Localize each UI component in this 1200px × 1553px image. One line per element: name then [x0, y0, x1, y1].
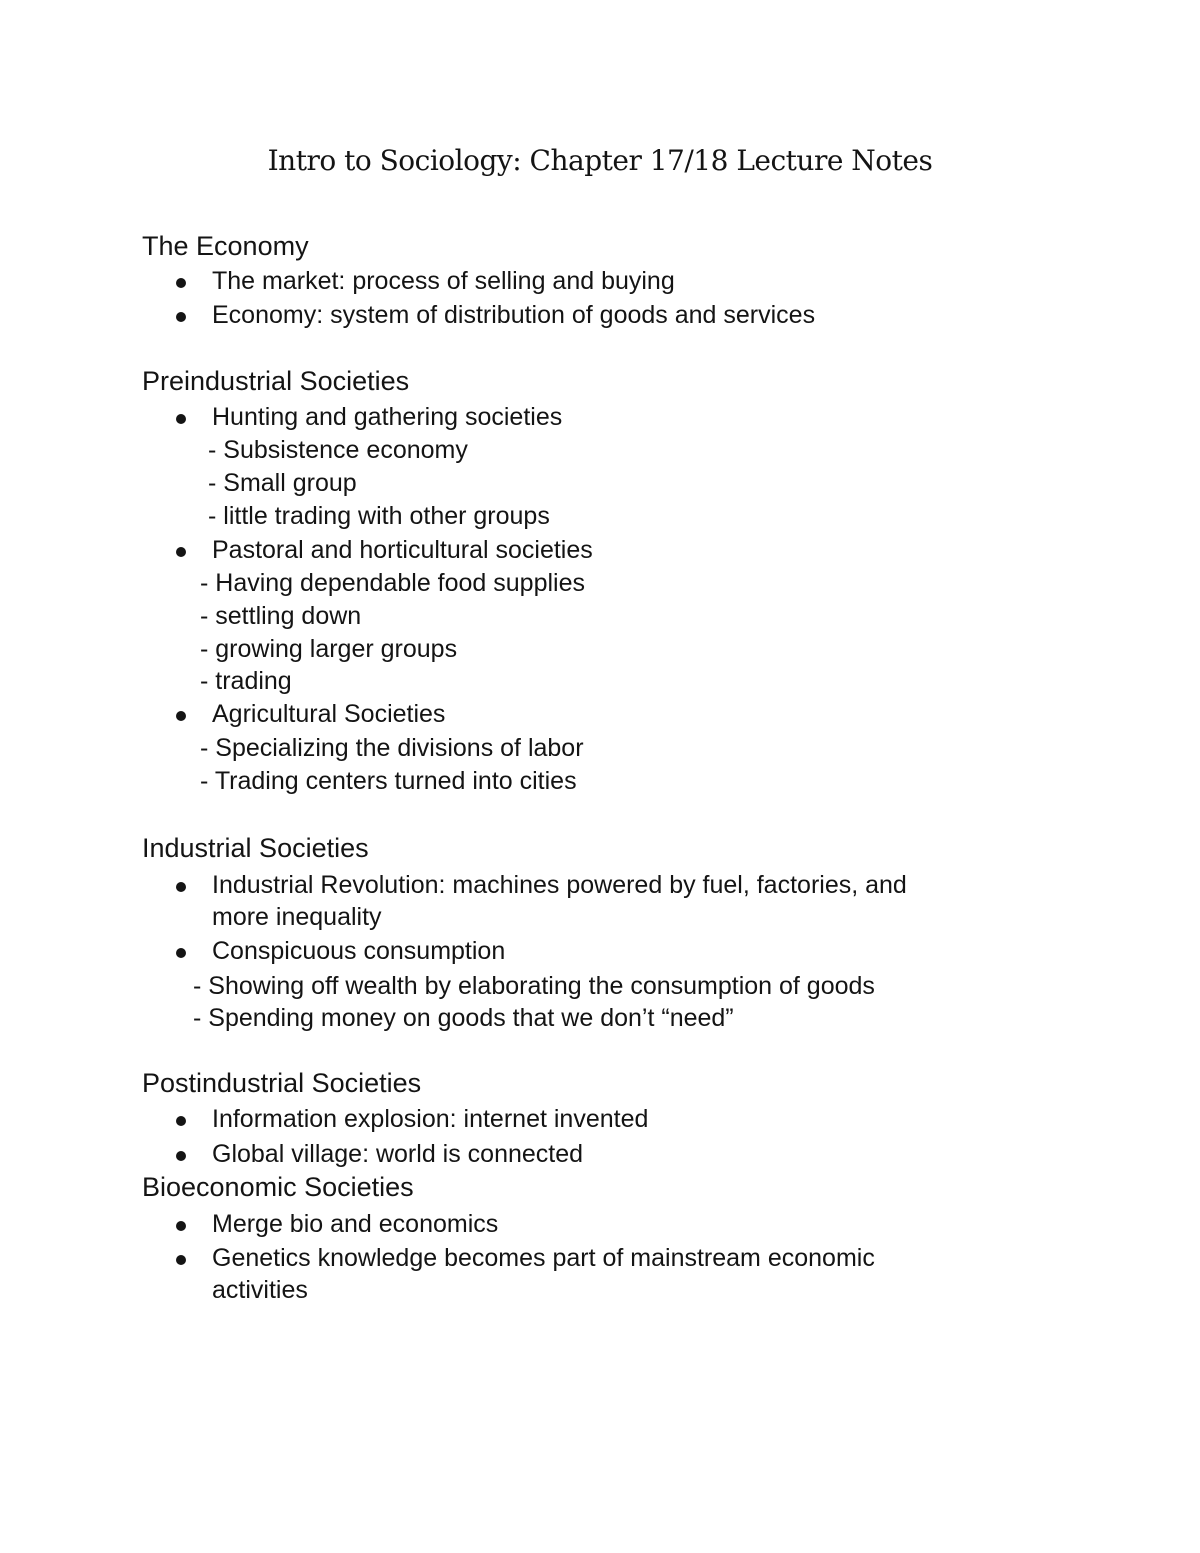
bullet-icon — [176, 882, 186, 892]
bullet-icon — [176, 711, 186, 721]
list-item: Agricultural Societies — [212, 700, 446, 728]
bullet-icon — [176, 278, 186, 288]
section-heading: Preindustrial Societies — [142, 366, 410, 396]
sub-item: - Having dependable food supplies — [200, 569, 585, 597]
bullet-icon — [176, 948, 186, 958]
section-heading: The Economy — [142, 231, 309, 261]
list-item: Genetics knowledge becomes part of mainstream economic — [212, 1244, 875, 1272]
list-item: The market: process of selling and buying — [212, 267, 675, 295]
list-item: Conspicuous consumption — [212, 937, 506, 965]
page-title: Intro to Sociology: Chapter 17/18 Lecture Notes — [267, 144, 933, 177]
bullet-icon — [176, 1116, 186, 1126]
section-heading: Postindustrial Societies — [142, 1068, 422, 1098]
sub-item: - Trading centers turned into cities — [200, 767, 577, 795]
sub-item: - Spending money on goods that we don’t “need” — [193, 1004, 734, 1032]
list-item: Information explosion: internet invented — [212, 1105, 649, 1133]
bullet-icon — [176, 1221, 186, 1231]
list-item: Hunting and gathering societies — [212, 403, 563, 431]
sub-item: - Small group — [208, 469, 357, 497]
sub-item: - Showing off wealth by elaborating the consumption of goods — [193, 972, 875, 1000]
bullet-icon — [176, 414, 186, 424]
list-item: Global village: world is connected — [212, 1140, 584, 1168]
sub-item: - Specializing the divisions of labor — [200, 734, 584, 762]
bullet-icon — [176, 312, 186, 322]
list-item: Merge bio and economics — [212, 1210, 499, 1238]
list-item-continuation: more inequality — [212, 903, 382, 931]
section-heading: Bioeconomic Societies — [142, 1172, 414, 1202]
bullet-icon — [176, 547, 186, 557]
sub-item: - settling down — [200, 602, 362, 630]
sub-item: - Subsistence economy — [208, 436, 468, 464]
sub-item: - little trading with other groups — [208, 502, 550, 530]
list-item: Pastoral and horticultural societies — [212, 536, 593, 564]
list-item-continuation: activities — [212, 1276, 308, 1304]
bullet-icon — [176, 1151, 186, 1161]
sub-item: - trading — [200, 667, 292, 695]
section-heading: Industrial Societies — [142, 833, 369, 863]
sub-item: - growing larger groups — [200, 635, 458, 663]
list-item: Industrial Revolution: machines powered by fuel, factories, and — [212, 871, 907, 899]
list-item: Economy: system of distribution of goods and services — [212, 301, 816, 329]
bullet-icon — [176, 1255, 186, 1265]
